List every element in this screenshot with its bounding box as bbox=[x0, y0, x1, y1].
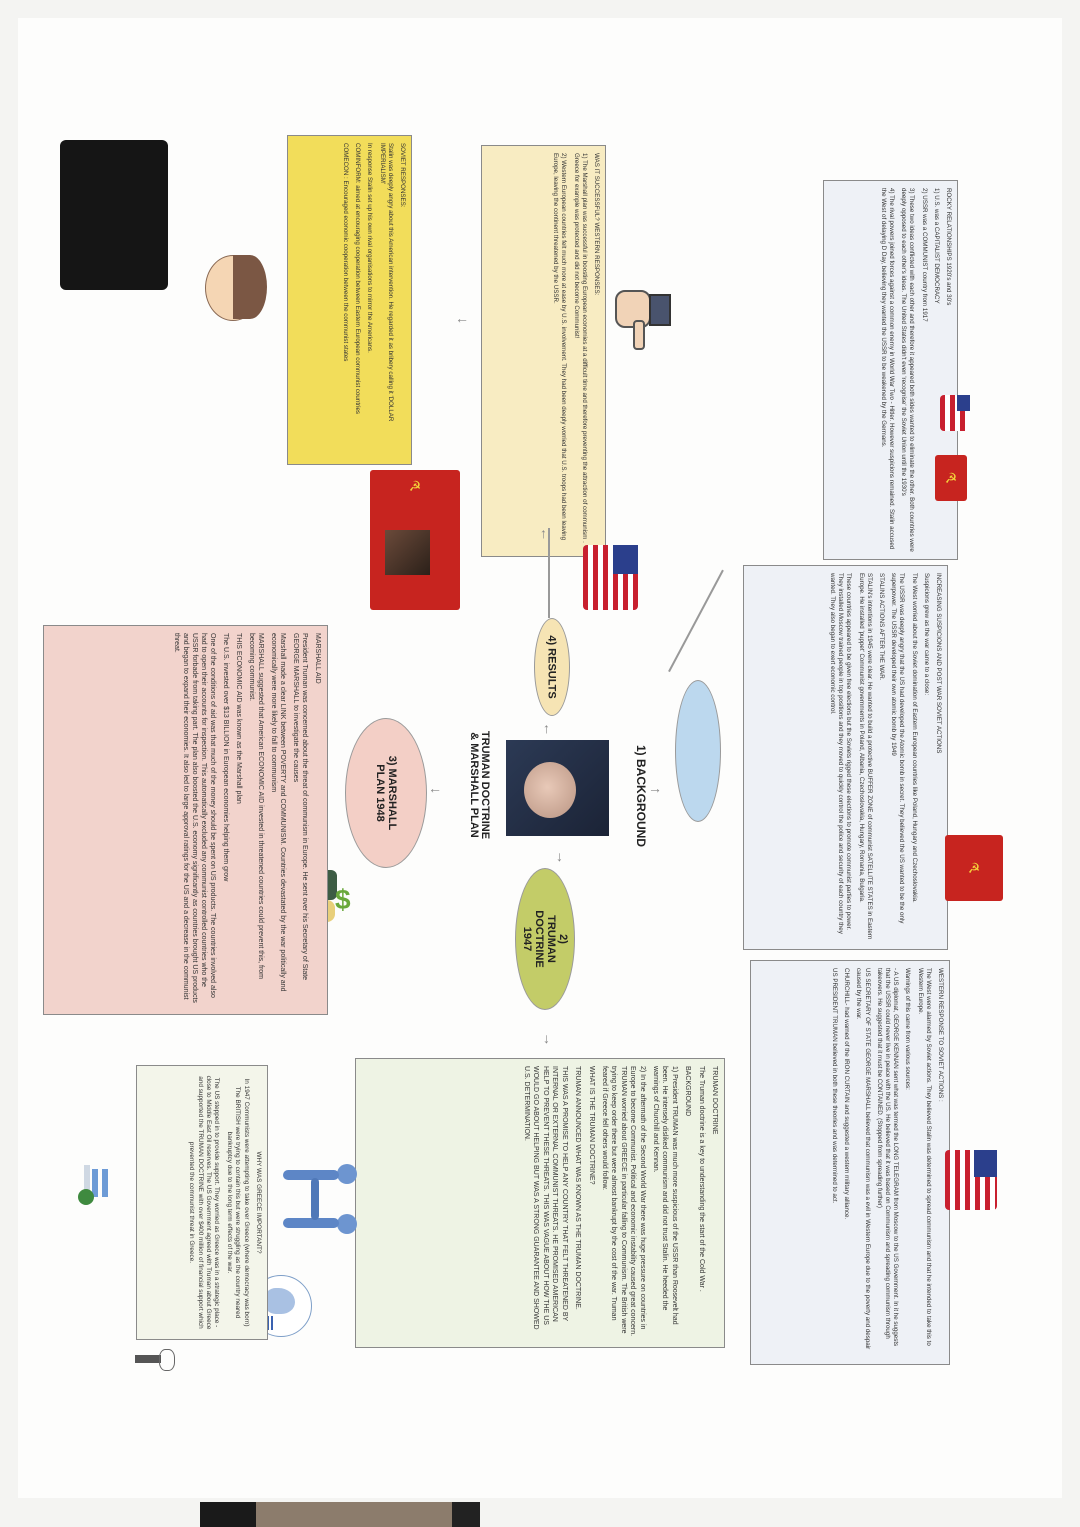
rocky-title: ROCKY RELATIONSHIPS 1920's and 30's bbox=[945, 188, 952, 306]
greece-title: WHY WAS GREECE IMPORTANT? bbox=[255, 1151, 262, 1254]
suspicions-text: STALIN's intentions in 1945 were clear. He wanted to build a protective BUFFER ZONE of communist SATELLITE STATES in Eastern Europe. He installed 'puppet' Communist governments in Poland, Albania, Czechoslovakia, Hungary, Romania, Bulgaria. bbox=[857, 573, 873, 940]
arrow-icon: ↑ bbox=[543, 720, 550, 736]
suspicions-text: These countries appeared to be given free elections but the Soviets rigged these elections to promote communist parties to power. They installed Moscow trained people in top positions and they moved to quickly control the police and security of each country they wanted. They also began to exert economic control. bbox=[828, 573, 853, 934]
rocky-relationships-box bbox=[823, 180, 958, 560]
western-response-text: The West were alarmed by Soviet actions. They believed Stalin was determined to spread communism and that he intended to take this to Western Europe. bbox=[916, 968, 932, 1346]
marshall-aid-box bbox=[43, 625, 328, 1015]
money-bag-icon: $ bbox=[305, 870, 355, 940]
stalin-flag-icon: ☭ bbox=[945, 835, 1003, 901]
soviet-responses-text: In response Stalin set up his own rival organisations to mirror the Americans. bbox=[366, 143, 374, 353]
ussr-flag-with-portrait: ☭ bbox=[370, 470, 460, 610]
truman-doctrine-text: 1) President TRUMAN was much more suspicious of the USSR than Roosevelt had been. He intensely disliked communism and did not trust Stalin. He heeded the warnings of Churchill and Kennan. bbox=[651, 1066, 678, 1325]
angry-boy-icon bbox=[205, 255, 269, 329]
bank-icon bbox=[78, 1165, 123, 1205]
statue-icon bbox=[135, 1345, 175, 1375]
suspicions-title: INCREASING SUSPICIONS AND POST WAR SOVIET ACTIONS bbox=[935, 573, 942, 754]
suspicions-text: The West worried about the Soviet domination of Eastern European countries like Poland, Hungary and Czechoslovakia. bbox=[910, 573, 918, 903]
center-title: TRUMAN DOCTRINE & MARSHALL PLAN bbox=[468, 730, 491, 840]
arrow-icon: ← bbox=[428, 780, 442, 796]
stalin-portrait bbox=[385, 530, 430, 575]
suspicions-box bbox=[743, 565, 948, 950]
truman-doctrine-text: THIS WAS A PROMISE TO HELP ANY COUNTRY THAT FELT THREATENED BY INTERNAL OR EXTERNAL COMMUNIST THREATS. HE PROMISED AMERICAN HELP TO PREVENT THESE THREATS. THIS WAS VAGUE ABOUT HOW THE US WOULD GO ABOUT HELPING BUT WAS A STRONG GUARANTEE AND SHOWED U.S. DETERMINATION. bbox=[523, 1066, 568, 1330]
figures-icon bbox=[275, 1160, 365, 1240]
soviet-responses-box bbox=[287, 135, 412, 465]
node-truman-doctrine[interactable] bbox=[515, 868, 575, 1010]
photo-edge-strip bbox=[200, 1502, 480, 1527]
marshall-aid-text: MARSHALL suggested that American ECONOMIC AID invested in threatened countries could prevent this, from becoming communist. bbox=[248, 633, 264, 980]
node-results[interactable] bbox=[534, 618, 570, 716]
western-response-text: - A US diplomat, GEORGE KENNAN sent what was termed the LONG TELEGRAM from Moscow to the US Government. In it he suggests that the USSR could never live in peace with the US. He believed that it was based on Communism and spreading communism through takeovers. He suggested that it must be CONTAINED. (Stopped from spreading further) bbox=[875, 968, 900, 1347]
arrow-icon: ↓ bbox=[556, 848, 563, 864]
ussr-flag-icon: ☭ bbox=[935, 455, 967, 501]
results-box-title: WAS IT SUCCESSFUL? WESTERN RESPONSES: bbox=[593, 153, 600, 296]
soviet-responses-title: SOVIET RESPONSES: bbox=[399, 143, 406, 208]
marshall-aid-text: Marshall made a clear LINK between POVERTY and COMMUNISM. Countries devastated by the war politically and economically were more likely to fall to communism bbox=[270, 633, 286, 992]
greece-text: The US stepped in to provide support. They worried as Greece was in a strategic place - close to Middle East Oil reserves. The US Government agreed with Truman about Greece and supported the TRUMAN DOCTRINE with over $400 million of financial support which prevented the communist threat in Greece. bbox=[188, 1075, 221, 1330]
soviet-responses-text: COMECON : Encouraged economic cooperation between the communist states bbox=[341, 143, 349, 362]
node-marshall-plan-label: 3) MARSHALL PLAN 1948 bbox=[374, 755, 398, 831]
node-results-label: 4) RESULTS bbox=[546, 635, 559, 699]
rocky-point: 2) USSR was a COMMUNIST country from 1917 bbox=[920, 188, 928, 322]
truman-doctrine-box bbox=[355, 1058, 725, 1348]
suspicions-text: The USSR was deeply angry that the US had developed the Atomic bomb in secret. They believed the US wanted to be the only superpower. The USSR developed their own atomic bomb by 1949 bbox=[890, 573, 906, 924]
western-response-box bbox=[750, 960, 950, 1365]
node-marshall-plan[interactable] bbox=[345, 718, 427, 868]
results-box-text: 1) The Marshall plan was successful in boosting European economies at a difficult time and therefore preventing the attraction of communism . Greece for example was protected and did not become Communist! bbox=[572, 153, 588, 543]
arrow-icon: ↓ bbox=[543, 1030, 550, 1046]
results-box bbox=[481, 145, 606, 557]
node-background-label: 1) BACKGROUND bbox=[634, 745, 648, 847]
marshall-aid-text: The U.S. invested over $13 BILLION in European economies helping them grow bbox=[222, 633, 229, 882]
results-box-text: 2) Western European countries felt much more at ease by U.S. involvement. They had been deeply worried that U.S. troops had been leaving Europe, leaving the continent threatened by the USSR. bbox=[552, 153, 568, 541]
marshall-aid-title: MARSHALL AID bbox=[314, 633, 321, 684]
arrow-icon: ↑ bbox=[540, 525, 547, 541]
greece-text: In 1947 Communists were attempting to take over Greece (where democracy was born) The BRITISH were trying to contain this but were struggling as the country neared bankruptcy due to the long term effects of the war. bbox=[225, 1078, 250, 1327]
truman-doctrine-text: 2) In the aftermath of the Second World War there was huge pressure on countries in Europe to become Communist. Political and economic instability caused great concern. TRUMAN worried about GREECE in particular falling to Communism. The British were trying to keep order there but were almost bankrupt by the cost of the war. Truman feared if Greece fell others would follow. bbox=[600, 1066, 646, 1337]
marshall-aid-text: President Truman was concerned about the threat of communism in Europe. He sent over his Secretary of State GEORGE MARSHALL to investigate the causes bbox=[292, 633, 308, 981]
connector-line bbox=[548, 528, 550, 618]
rocky-point: 3) These two ideas conflicted with each other and therefore it appeared both sides wanted to eliminate the other. Both countries were deeply opposed to each other's ideas. The United States didn't even 'recognise' the Soviet Union until the 1930's bbox=[900, 188, 916, 552]
truman-doctrine-title: TRUMAN DOCTRINE bbox=[711, 1066, 718, 1135]
truman-doctrine-text: TRUMAN ANNOUNCED WHAT WAS KNOWN AS THE TRUMAN DOCTRINE. bbox=[574, 1066, 582, 1310]
truman-doctrine-text: The Truman doctrine is a key to understanding the start of the Cold War . bbox=[697, 1066, 705, 1292]
suspicions-text: Suspicions grew as the war came to a close: bbox=[922, 573, 930, 696]
us-flag-icon bbox=[583, 545, 638, 610]
marshall-aid-text: One of the conditions of aid was that much of the money should be spent on US products. The countries involved also had to open their accounts for inspection. This automatically excluded any communist controlled countries who the USSR forbade from taking part. The plan also boosted the U.S. economy significantly as countries brought US products and began to expand their economies. It also led to large approval ratings for the US and a decrease in the communist threat. bbox=[173, 633, 216, 1003]
node-truman-doctrine-label: 2) TRUMAN DOCTRINE 1947 bbox=[521, 910, 569, 968]
marshall-aid-text: THIS ECONOMIC AID was known as the Marshall plan bbox=[235, 633, 242, 804]
central-portrait bbox=[506, 740, 609, 836]
rocky-point: 1) U.S. was a CAPITALIST DEMOCRACY bbox=[932, 188, 940, 304]
node-background[interactable] bbox=[634, 680, 721, 847]
us-flag-icon bbox=[945, 1150, 997, 1210]
western-response-text: US PRESIDENT TRUMAN believed in both these theories and was determined to act. bbox=[830, 968, 838, 1204]
thumb-pointing-icon bbox=[615, 290, 665, 350]
western-response-text: US SECRETARY OF STATE GEORGE MARSHALL believed that communism was a evil in Western Europe due to the poverty and despair caused by the war. bbox=[855, 968, 871, 1350]
arrow-icon: ← bbox=[455, 310, 469, 326]
suspicions-text: STALINS ACTIONS AFTER THE WAR. bbox=[877, 573, 885, 681]
redacted-block bbox=[60, 140, 168, 290]
greece-box bbox=[136, 1065, 268, 1340]
arrow-icon: → bbox=[648, 780, 662, 796]
truman-doctrine-text: BACKGROUND bbox=[684, 1066, 692, 1117]
truman-doctrine-text: WHAT IS THE TRUMAN DOCTRINE? bbox=[587, 1066, 595, 1185]
western-response-text: Warnings of this came from various sources: bbox=[904, 968, 912, 1090]
soviet-responses-text: Stalin was deeply angry about this American intervention. He regarded it as bribery calling it 'DOLLAR IMPERIALISM' bbox=[378, 143, 394, 422]
western-response-text: CHURCHILL- had warned of the IRON CURTAIN and suggested a western military alliance. bbox=[843, 968, 851, 1220]
us-flag-icon bbox=[940, 395, 970, 431]
western-response-title: WESTERN RESPONSE TO SOVIET ACTIONS : bbox=[937, 968, 944, 1102]
soviet-responses-text: COMINFORM: aimed at encouraging cooperation between Eastern European communist countries bbox=[354, 143, 362, 415]
rocky-point: 4) The rival powers joined forces against a common enemy in World War Two - Hitler. However suspicions remained. Stalin accused the West of delaying D Day, believing they wanted the USSR to be weakened by the Germans. bbox=[879, 188, 895, 550]
